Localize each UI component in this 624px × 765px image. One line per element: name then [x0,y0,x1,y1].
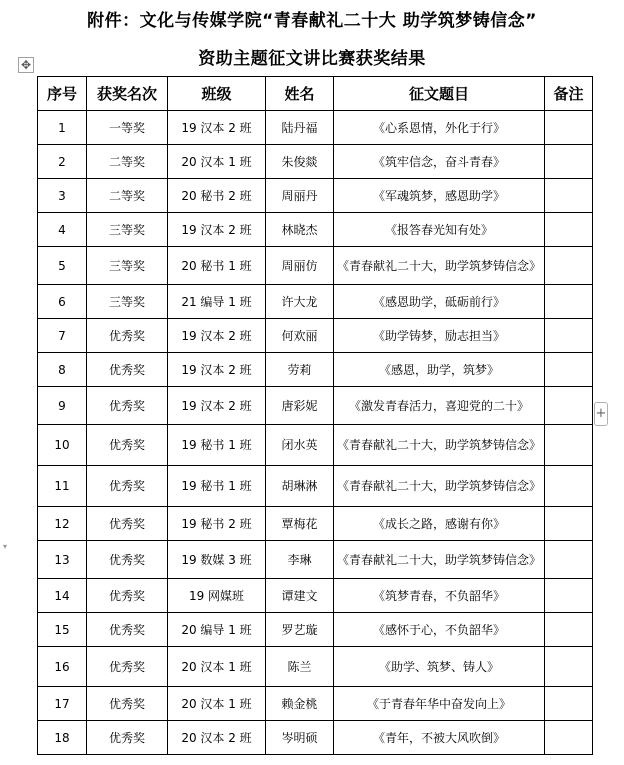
cell-name: 罗艺璇 [266,613,334,647]
cell-no: 2 [38,145,87,179]
cell-essay: 《筑牢信念，奋斗青春》 [334,145,545,179]
cell-note [545,579,593,613]
header-cell-class: 班级 [168,77,266,111]
cell-note [545,721,593,755]
cell-class: 19 秘书 1 班 [168,466,266,507]
cell-essay: 《青年，不被大风吹倒》 [334,721,545,755]
header-cell-note: 备注 [545,77,593,111]
cell-essay: 《青春献礼二十大，助学筑梦铸信念》 [334,425,545,466]
cell-no: 9 [38,387,87,425]
cell-rank: 三等奖 [87,285,168,319]
cell-note [545,247,593,285]
cell-note [545,213,593,247]
cell-class: 19 汉本 2 班 [168,213,266,247]
table-row [38,387,593,425]
cell-name: 劳莉 [266,353,334,387]
cell-note [545,647,593,687]
table-move-handle-icon[interactable]: ✥ [18,57,34,73]
cell-class: 20 汉本 1 班 [168,687,266,721]
cell-no: 7 [38,319,87,353]
table-row [38,579,593,613]
cell-name: 林晓杰 [266,213,334,247]
cell-note [545,387,593,425]
cell-rank: 优秀奖 [87,507,168,541]
cell-note [545,319,593,353]
cell-rank: 优秀奖 [87,541,168,579]
table-row [38,466,593,507]
cell-class: 20 汉本 1 班 [168,145,266,179]
results-table [37,76,593,755]
cell-name: 闭水英 [266,425,334,466]
cell-no: 3 [38,179,87,213]
cell-no: 15 [38,613,87,647]
cell-no: 14 [38,579,87,613]
cell-no: 11 [38,466,87,507]
cell-essay: 《激发青春活力，喜迎党的二十》 [334,387,545,425]
cell-essay: 《军魂筑梦，感恩助学》 [334,179,545,213]
cell-name: 朱俊燚 [266,145,334,179]
cell-no: 18 [38,721,87,755]
table-row [38,247,593,285]
cell-essay: 《心系恩情，外化于行》 [334,111,545,145]
cell-rank: 二等奖 [87,145,168,179]
cell-class: 20 汉本 1 班 [168,647,266,687]
header-cell-name: 姓名 [266,77,334,111]
table-row [38,541,593,579]
cell-note [545,687,593,721]
cell-no: 5 [38,247,87,285]
cell-rank: 优秀奖 [87,579,168,613]
cell-class: 19 数媒 3 班 [168,541,266,579]
cell-note [545,507,593,541]
table-row [38,111,593,145]
cell-name: 胡琳淋 [266,466,334,507]
table-row [38,285,593,319]
table-row [38,507,593,541]
cell-rank: 优秀奖 [87,647,168,687]
table-row [38,179,593,213]
cell-essay: 《筑梦青春，不负韶华》 [334,579,545,613]
table-row [38,721,593,755]
cell-name: 赖金桃 [266,687,334,721]
cell-rank: 优秀奖 [87,721,168,755]
cell-name: 谭建文 [266,579,334,613]
cell-name: 周丽丹 [266,179,334,213]
cell-class: 20 汉本 2 班 [168,721,266,755]
cell-no: 6 [38,285,87,319]
cell-note [545,613,593,647]
cell-class: 20 编导 1 班 [168,613,266,647]
cell-name: 覃梅花 [266,507,334,541]
add-column-icon[interactable]: + [594,402,608,426]
cell-essay: 《感恩，助学，筑梦》 [334,353,545,387]
cell-class: 21 编导 1 班 [168,285,266,319]
cell-rank: 优秀奖 [87,319,168,353]
cell-essay: 《报答春光知有处》 [334,213,545,247]
cell-no: 16 [38,647,87,687]
cell-no: 13 [38,541,87,579]
cell-essay: 《青春献礼二十大，助学筑梦铸信念》 [334,541,545,579]
table-row [38,425,593,466]
cell-name: 李琳 [266,541,334,579]
margin-marker-icon: ▾ [3,542,8,551]
table-row [38,213,593,247]
cell-note [545,466,593,507]
cell-rank: 三等奖 [87,247,168,285]
cell-no: 8 [38,353,87,387]
cell-no: 4 [38,213,87,247]
cell-essay: 《青春献礼二十大，助学筑梦铸信念》 [334,466,545,507]
cell-name: 许大龙 [266,285,334,319]
cell-essay: 《于青春年华中奋发向上》 [334,687,545,721]
cell-essay: 《助学铸梦，励志担当》 [334,319,545,353]
cell-class: 20 秘书 2 班 [168,179,266,213]
cell-class: 19 汉本 2 班 [168,319,266,353]
cell-note [545,353,593,387]
cell-note [545,145,593,179]
cell-name: 岑明硕 [266,721,334,755]
document-title-line2: 资助主题征文讲比赛获奖结果 [198,49,426,69]
cell-class: 19 汉本 2 班 [168,353,266,387]
cell-note [545,111,593,145]
cell-essay: 《感恩助学，砥砺前行》 [334,285,545,319]
cell-essay: 《青春献礼二十大，助学筑梦铸信念》 [334,247,545,285]
cell-name: 何欢丽 [266,319,334,353]
table-row [38,145,593,179]
cell-name: 陆丹福 [266,111,334,145]
document-title-line1: 附件：文化与传媒学院“青春献礼二十大 助学筑梦铸信念” [87,11,537,31]
cell-no: 12 [38,507,87,541]
cell-rank: 优秀奖 [87,466,168,507]
cell-note [545,425,593,466]
cell-rank: 优秀奖 [87,687,168,721]
cell-essay: 《助学、筑梦、铸人》 [334,647,545,687]
cell-name: 陈兰 [266,647,334,687]
cell-no: 17 [38,687,87,721]
table-row [38,319,593,353]
header-cell-essay: 征文题目 [334,77,545,111]
cell-rank: 优秀奖 [87,387,168,425]
table-row [38,687,593,721]
cell-class: 19 秘书 1 班 [168,425,266,466]
header-row [38,77,593,111]
cell-no: 10 [38,425,87,466]
table-row [38,613,593,647]
cell-rank: 三等奖 [87,213,168,247]
cell-rank: 二等奖 [87,179,168,213]
cell-name: 唐彩妮 [266,387,334,425]
cell-rank: 优秀奖 [87,613,168,647]
cell-rank: 优秀奖 [87,425,168,466]
table-row [38,353,593,387]
cell-class: 19 汉本 2 班 [168,387,266,425]
table-row [38,647,593,687]
header-cell-rank: 获奖名次 [87,77,168,111]
cell-essay: 《成长之路，感谢有你》 [334,507,545,541]
cell-note [545,541,593,579]
cell-essay: 《感怀于心，不负韶华》 [334,613,545,647]
cell-note [545,179,593,213]
cell-note [545,285,593,319]
cell-class: 20 秘书 1 班 [168,247,266,285]
cell-class: 19 网媒班 [168,579,266,613]
cell-no: 1 [38,111,87,145]
cell-class: 19 汉本 2 班 [168,111,266,145]
cell-name: 周丽仿 [266,247,334,285]
cell-rank: 优秀奖 [87,353,168,387]
header-cell-no: 序号 [38,77,87,111]
cell-class: 19 秘书 2 班 [168,507,266,541]
cell-rank: 一等奖 [87,111,168,145]
